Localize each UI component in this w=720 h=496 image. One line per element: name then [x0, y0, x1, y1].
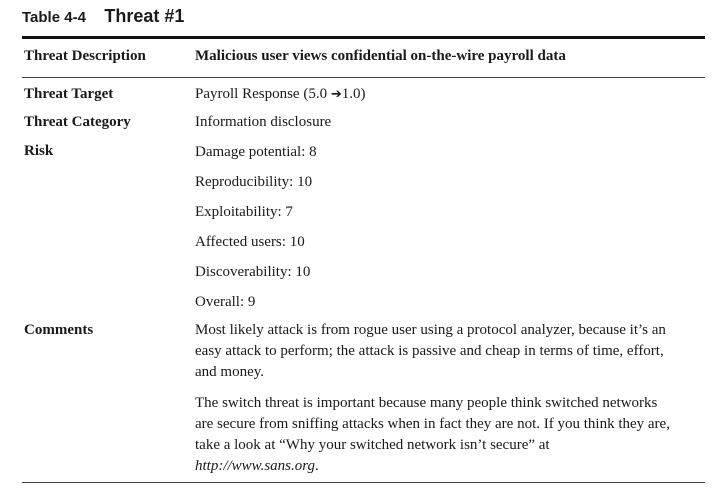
risk-item: Exploitability: 7: [195, 204, 293, 220]
risk-item: Overall: 9: [195, 294, 256, 310]
risk-item: Affected users: 10: [195, 234, 305, 250]
comments-label: Comments: [24, 322, 94, 338]
risk-list: [195, 143, 317, 323]
comment-paragraph: Most likely attack is from rogue user using a protocol analyzer, because it’s an easy attack to perform; the attack is passive and cheap in terms of time, effort, and money.: [195, 322, 666, 380]
sans-url: http://www.sans.org: [195, 458, 316, 474]
threat-target-value: Payroll Response (5.0 ➔1.0): [195, 86, 366, 102]
header-rule: [22, 77, 705, 78]
comments-value: [195, 320, 675, 487]
risk-item: Damage potential: 8: [195, 144, 317, 160]
table-caption: [22, 6, 184, 27]
threat-description-label: Threat Description: [24, 48, 146, 64]
threat-category-value: Information disclosure: [195, 114, 332, 130]
table-title: Threat #1: [104, 6, 185, 26]
threat-target-label: Threat Target: [24, 86, 114, 102]
table-number: Table 4-4: [22, 9, 86, 26]
risk-item: Discoverability: 10: [195, 264, 311, 280]
arrow-right-icon: ➔: [330, 87, 342, 102]
threat-description-value: Malicious user views confidential on-the-wire payroll data: [195, 48, 566, 64]
risk-label: Risk: [24, 143, 54, 159]
comment-paragraph: The switch threat is important because many people think switched networks are secure from sniffing attacks when in fact they are not. If you think they are, take a look at “Why your switched network isn’t secure” at http://www.sans.org.: [195, 395, 670, 474]
bottom-rule: [22, 482, 705, 483]
risk-item: Reproducibility: 10: [195, 174, 313, 190]
threat-category-label: Threat Category: [24, 114, 131, 130]
top-rule: [22, 36, 705, 39]
